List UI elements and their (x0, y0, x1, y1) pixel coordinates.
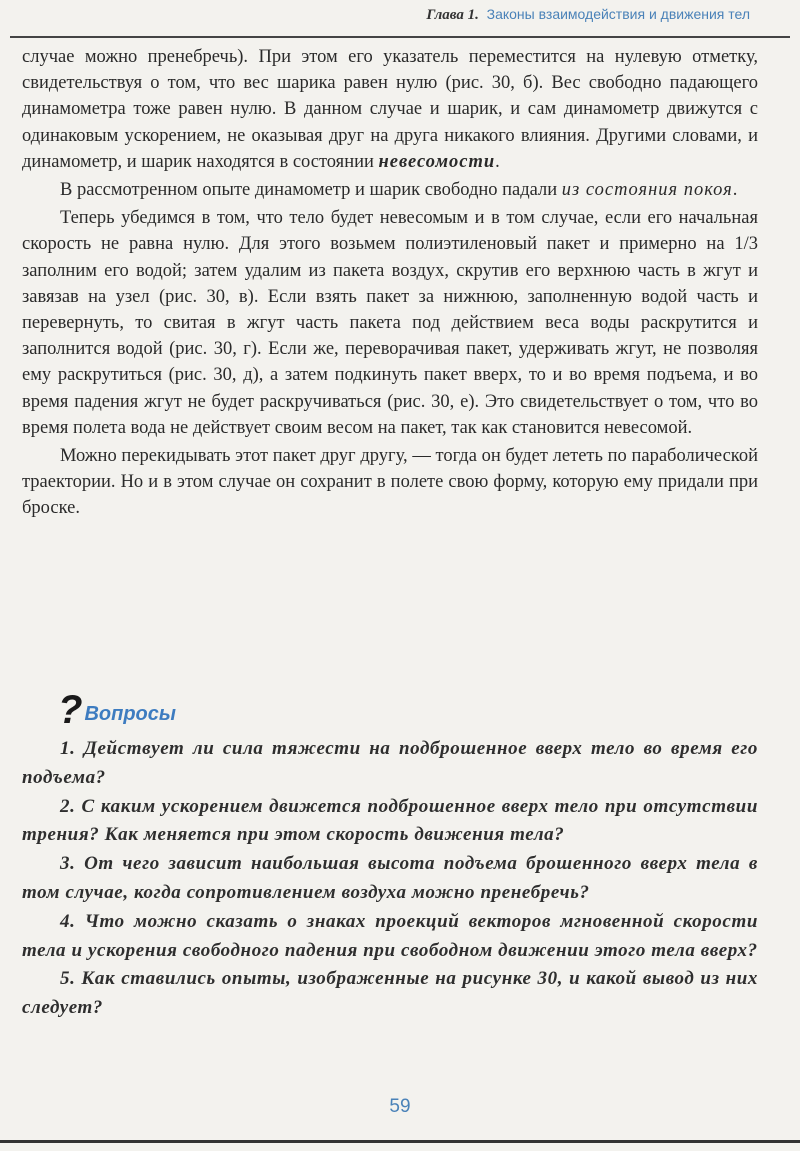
question-item: 2. С каким ускорением движется подброшенное вверх тело при отсутствии трения? Как меняется при этом скорость движения тела? (22, 795, 758, 846)
paragraph-4: Можно перекидывать этот пакет друг другу, — тогда он будет лететь по параболической траектории. Но и в этом случае он сохранит в полете свою форму, которую ему придали при броске. (22, 446, 758, 519)
running-header (10, 0, 790, 38)
paragraph-1-text: случае можно пренебречь). При этом его указатель переместится на нулевую отметку, свидетельствуя о том, что вес шарика равен нулю (рис. 30, б). Вес свободно падающего динамометра тоже равен нулю. В данном случае и шарик, и сам динамометр движутся с одинаковым ускорением, не оказывая друг на друга никакого влияния. Другими словами, и динамометр, и шарик находятся в состоянии (22, 47, 758, 172)
paragraph-2-text: В рассмотренном опыте динамометр и шарик свободно падали (60, 180, 562, 201)
chapter-label: Глава 1. (426, 7, 479, 23)
bottom-rule (0, 1140, 800, 1143)
question-item: 4. Что можно сказать о знаках проекций векторов мгновенной скорости тела и ускорения свободного падения при свободном движении этого тела вверх? (22, 910, 758, 961)
question-mark-icon: ? (58, 688, 83, 732)
paragraph-2 (22, 177, 758, 203)
paragraph-1 (22, 44, 758, 175)
page-number: 59 (389, 1096, 411, 1117)
emphasis-from-rest: из состояния покоя (561, 180, 733, 201)
question-item: 5. Как ставились опыты, изображенные на рисунке 30, и какой вывод из них следует? (22, 968, 758, 1019)
term-weightlessness: невесомости (378, 151, 496, 172)
paragraph-3: Теперь убедимся в том, что тело будет невесомым и в том случае, если его начальная скорость не равна нулю. Для этого возьмем полиэтиленовый пакет и примерно на 1/3 заполним его водой; затем удалим из пакета воздух, скрутив его верхнюю часть в жгут и завязав на узел (рис. 30, в). Если взять пакет за нижнюю, заполненную водой часть и перевернуть, то свитая в жгут часть пакета под действием веса воды раскрутится и заполнится водой (рис. 30, г). Если же, переворачивая пакет, удерживать жгут, не позволяя ему раскрутиться (рис. 30, д), а затем подкинуть пакет вверх, то и во время подъема, и во время падения жгут не будет раскручиваться (рис. 30, е). Это свидетельствует о том, что во время полета вода не действует своим весом на пакет, так как становится невесомой. (22, 208, 758, 438)
question-item: 3. От чего зависит наибольшая высота подъема брошенного вверх тела в том случае, когда сопротивлением воздуха можно пренебречь? (22, 853, 758, 903)
paragraph-1-end: . (495, 151, 500, 172)
body-text (22, 44, 758, 522)
questions-title: Вопросы (84, 703, 176, 725)
chapter-heading (426, 6, 750, 24)
chapter-title: Законы взаимодействия и движения тел (486, 6, 750, 22)
questions-list (22, 735, 758, 1023)
question-item: 1. Действует ли сила тяжести на подброшенное вверх тело во время его подъема? (22, 738, 758, 788)
questions-heading (58, 688, 176, 732)
paragraph-2-end: . (732, 180, 738, 201)
